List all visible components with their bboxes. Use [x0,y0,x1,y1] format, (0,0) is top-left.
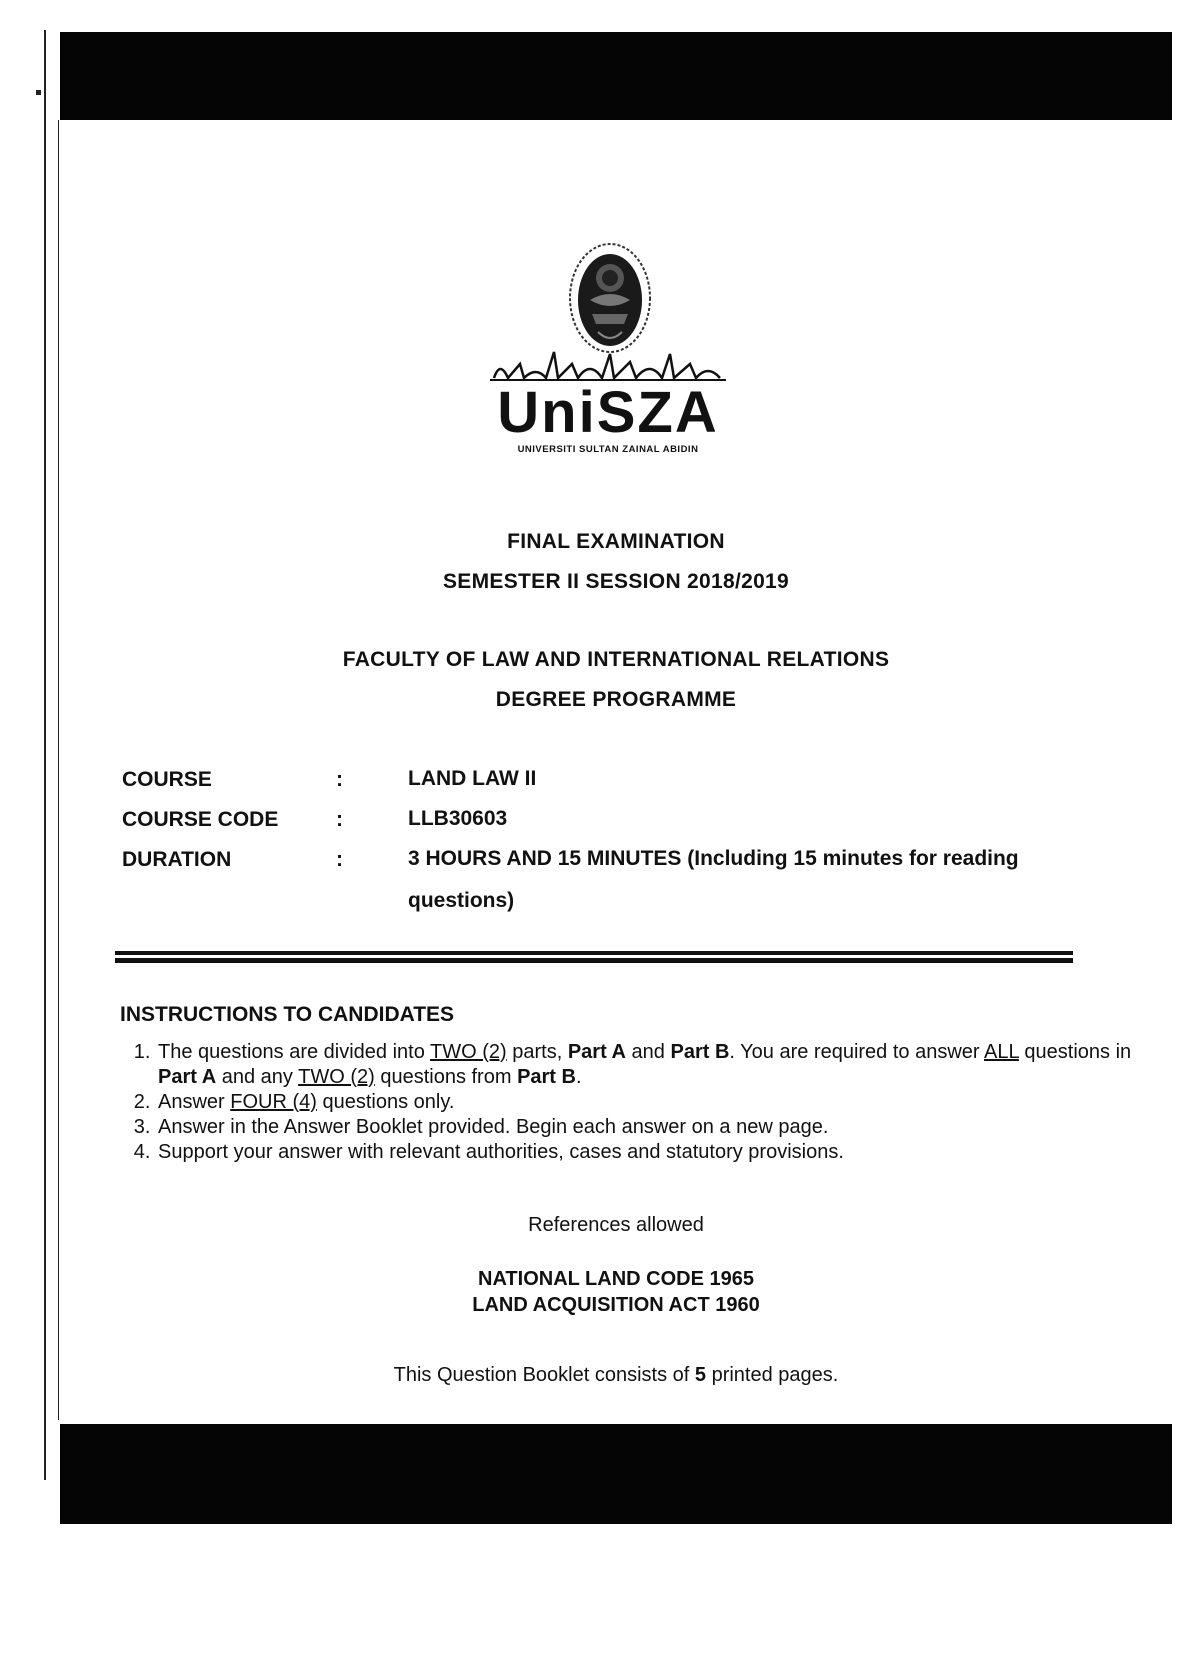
instruction-bold: Part B [517,1066,576,1088]
duration-label: DURATION [122,848,232,871]
course-value: LAND LAW II [408,767,537,790]
course-code-label: COURSE CODE [122,808,279,831]
scan-dot [36,90,41,95]
instruction-bold: Part A [158,1066,217,1088]
programme-name: DEGREE PROGRAMME [495,688,737,711]
semester-session: SEMESTER II SESSION 2018/2019 [442,570,790,593]
instruction-item: 3. Answer in the Answer Booklet provided. Begin each answer on a new page. [156,1115,1156,1140]
duration-value: 3 HOURS AND 15 MINUTES (Including 15 minutes for reading questions) [408,847,1019,912]
logo-wordmark: UniSZA [497,380,719,445]
instruction-bold: Part B [670,1041,730,1063]
instruction-text: . [575,1066,582,1088]
instruction-item [156,1090,1156,1115]
university-logo [480,240,740,470]
faculty-name: FACULTY OF LAW AND INTERNATIONAL RELATIONS [342,648,890,671]
course-colon: : [336,768,343,791]
instruction-text: Answer [158,1091,231,1113]
duration-colon: : [336,848,343,871]
exam-title: FINAL EXAMINATION [507,530,725,553]
instruction-text: . You are required to answer [729,1041,985,1063]
instruction-underline: FOUR (4) [230,1091,317,1113]
reference-item: LAND ACQUISITION ACT 1960 [472,1294,760,1316]
scan-margin-line [44,30,46,1480]
scan-bottom-bar [60,1424,1172,1524]
references-heading: References allowed [528,1214,704,1236]
instruction-text: and [626,1041,671,1063]
university-crest-icon [480,240,740,470]
course-code-colon: : [336,808,343,831]
page-count: 5 [694,1364,707,1386]
logo-subtitle: UNIVERSITI SULTAN ZAINAL ABIDIN [517,444,699,455]
instruction-text: and any [216,1066,299,1088]
instruction-underline: TWO (2) [430,1041,507,1063]
course-code-value: LLB30603 [408,807,508,830]
booklet-note-text: printed pages. [706,1364,839,1386]
instruction-text: questions from [374,1066,518,1088]
booklet-note-text: This Question Booklet consists of [393,1364,695,1386]
instruction-text: The questions are divided into [158,1041,431,1063]
course-label: COURSE [122,768,212,791]
instruction-item: 4. Support your answer with relevant authorities, cases and statutory provisions. [156,1140,1156,1165]
booklet-note [0,1364,1200,1387]
instruction-item [156,1040,1156,1090]
instructions-list [120,1040,1156,1165]
instruction-underline: TWO (2) [298,1066,375,1088]
reference-item: NATIONAL LAND CODE 1965 [478,1268,754,1290]
scan-top-bar [60,32,1172,120]
instructions-title: INSTRUCTIONS TO CANDIDATES [120,1003,455,1026]
instruction-text: parts, [506,1041,568,1063]
instruction-text: questions in [1018,1041,1132,1063]
instruction-underline: ALL [984,1041,1019,1063]
instruction-text: questions only. [316,1091,455,1113]
divider-rule [115,958,1073,963]
divider-rule [115,951,1073,955]
instruction-bold: Part A [567,1041,626,1063]
